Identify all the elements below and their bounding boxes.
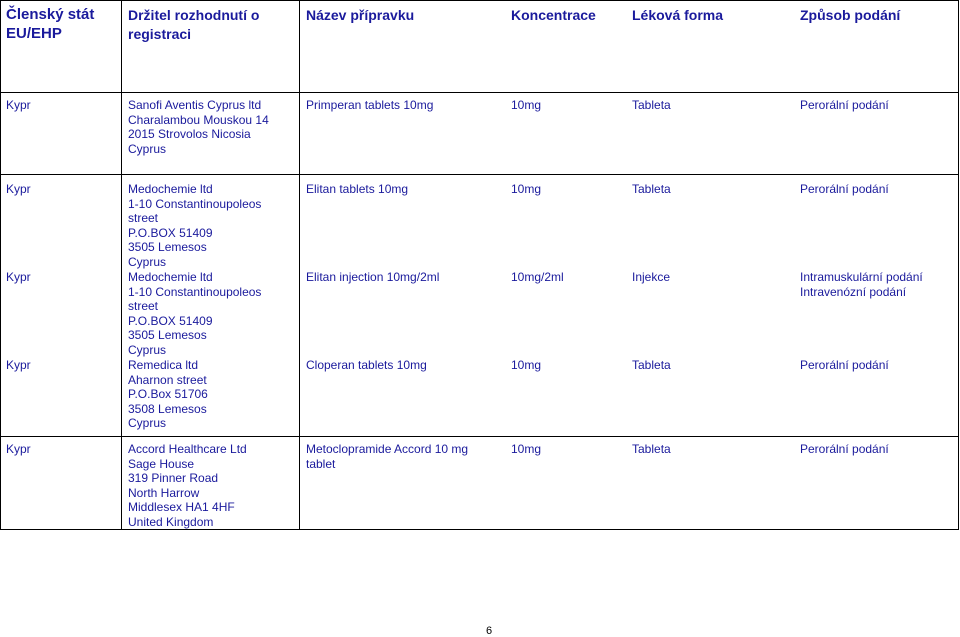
row-2-route: Intramuskulární podání Intravenózní podání — [800, 270, 923, 299]
row-4-holder: Accord Healthcare Ltd Sage House 319 Pinner Road North Harrow Middlesex HA1 4HF United Kingdom — [128, 442, 247, 529]
row-0-form: Tableta — [632, 98, 671, 112]
row-1-strength: 10mg — [511, 182, 542, 196]
header-state: Členský stát EU/EHP — [6, 6, 95, 42]
row-2-state: Kypr — [6, 270, 31, 284]
row-1-form: Tableta — [632, 182, 671, 196]
row-3-state: Kypr — [6, 358, 31, 372]
row-3-strength: 10mg — [511, 358, 542, 372]
header-product: Název přípravku — [306, 7, 415, 23]
row-0-holder: Sanofi Aventis Cyprus ltd Charalambou Mouskou 14 2015 Strovolos Nicosia Cyprus — [128, 98, 269, 156]
header-form: Léková forma — [632, 7, 724, 23]
row-3-holder: Remedica ltd Aharnon street P.O.Box 51706 3508 Lemesos Cyprus — [128, 358, 208, 430]
row-0-state: Kypr — [6, 98, 31, 112]
row-1-holder: Medochemie ltd 1-10 Constantinoupoleos street P.O.BOX 51409 3505 Lemesos Cyprus — [128, 182, 262, 269]
row-4-state: Kypr — [6, 442, 31, 456]
row-2-strength: 10mg/2ml — [511, 270, 564, 284]
row-2-holder: Medochemie ltd 1-10 Constantinoupoleos street P.O.BOX 51409 3505 Lemesos Cyprus — [128, 270, 262, 357]
row-0-route: Perorální podání — [800, 98, 889, 112]
row-3-form: Tableta — [632, 358, 671, 372]
page-number: 6 — [486, 625, 493, 637]
header-route: Způsob podání — [800, 7, 901, 23]
row-4-product: Metoclopramide Accord 10 mg tablet — [306, 442, 469, 471]
row-3-product: Cloperan tablets 10mg — [306, 358, 427, 372]
header-strength: Koncentrace — [511, 7, 596, 23]
row-1-route: Perorální podání — [800, 182, 889, 196]
row-1-product: Elitan tablets 10mg — [306, 182, 409, 196]
row-0-product: Primperan tablets 10mg — [306, 98, 434, 112]
row-2-product: Elitan injection 10mg/2ml — [306, 270, 440, 284]
row-1-state: Kypr — [6, 182, 31, 196]
row-4-form: Tableta — [632, 442, 671, 456]
row-4-strength: 10mg — [511, 442, 542, 456]
row-3-route: Perorální podání — [800, 358, 889, 372]
row-4-route: Perorální podání — [800, 442, 889, 456]
row-2-form: Injekce — [632, 270, 671, 284]
header-holder: Držitel rozhodnutí o registraci — [128, 7, 260, 42]
row-0-strength: 10mg — [511, 98, 542, 112]
